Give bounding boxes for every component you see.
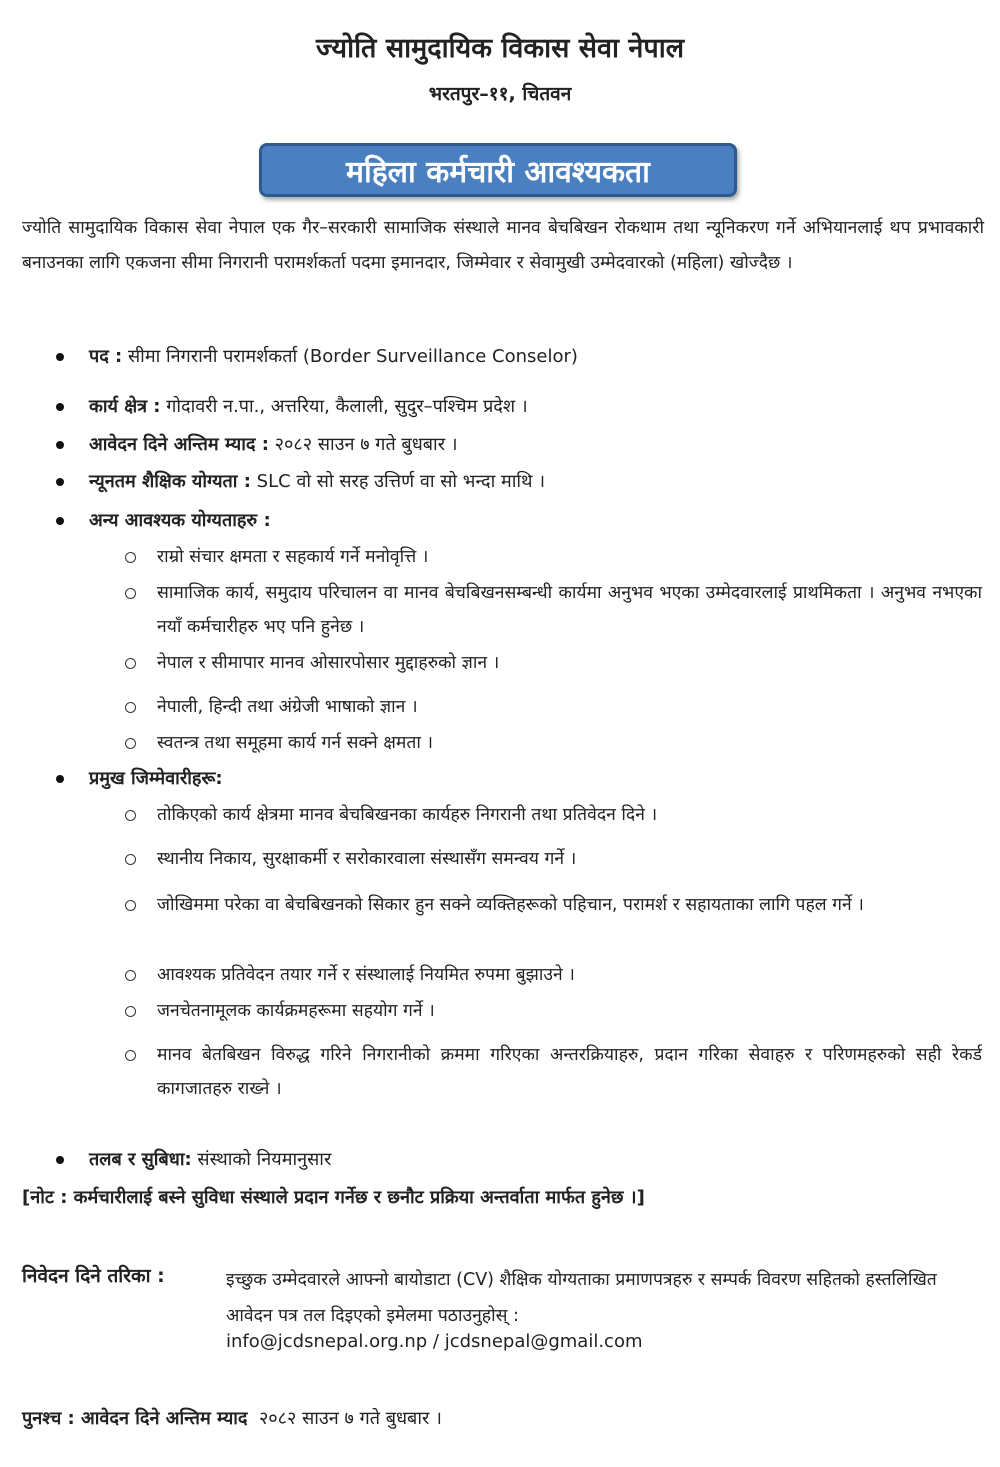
bullet-icon	[56, 353, 64, 361]
circle-bullet-icon	[125, 810, 136, 821]
application-label: निवेदन दिने तरिका :	[22, 1265, 165, 1287]
responsibility-item: तोकिएको कार्य क्षेत्रमा मानव बेचबिखनका कार्यहरु निगरानी तथा प्रतिवेदन दिने ।	[125, 798, 982, 832]
org-address: भरतपुर–११, चितवन	[428, 83, 572, 105]
detail-label: कार्य क्षेत्र :	[89, 396, 161, 417]
responsibility-item: जनचेतनामूलक कार्यक्रमहरूमा सहयोग गर्ने ।	[125, 994, 982, 1028]
circle-bullet-icon	[125, 588, 136, 599]
detail-position	[56, 344, 982, 370]
detail-label: आवेदन दिने अन्तिम म्याद :	[89, 434, 269, 455]
bullet-icon	[56, 775, 64, 783]
detail-work-area	[56, 394, 982, 420]
responsibility-item: जोखिममा परेका वा बेचबिखनको सिकार हुन सक्ने व्यक्तिहरूको पहिचान, परामर्श र सहायताका लागि पहल गर्ने ।	[125, 888, 982, 922]
qualification-item: नेपाली, हिन्दी तथा अंग्रेजी भाषाको ज्ञान ।	[125, 690, 982, 724]
circle-bullet-icon	[125, 552, 136, 563]
vacancy-banner: महिला कर्मचारी आवश्यकता	[259, 143, 737, 197]
circle-bullet-icon	[125, 738, 136, 749]
detail-value: सीमा निगरानी परामर्शकर्ता (Border Surveillance Conselor)	[127, 346, 578, 367]
qualification-item: स्वतन्त्र तथा समूहमा कार्य गर्न सक्ने क्षमता ।	[125, 726, 982, 760]
application-emails[interactable]: info@jcdsnepal.org.np / jcdsnepal@gmail.com	[226, 1331, 643, 1352]
responsibility-item: स्थानीय निकाय, सुरक्षाकर्मी र सरोकारवाला संस्थासँग समन्वय गर्ने ।	[125, 842, 982, 876]
postscript	[22, 1406, 442, 1430]
detail-label: न्यूनतम शैक्षिक योग्यता :	[89, 471, 251, 492]
circle-bullet-icon	[125, 1050, 136, 1061]
circle-bullet-icon	[125, 702, 136, 713]
responsibility-item: आवश्यक प्रतिवेदन तयार गर्ने र संस्थालाई नियमित रुपमा बुझाउने ।	[125, 958, 982, 992]
responsibility-item: मानव बेतबिखन विरुद्ध गरिने निगरानीको क्रममा गरिएका अन्तरक्रियाहरु, प्रदान गरिका सेवाहरु र परिणमहरुको सही रेकर्ड कागजातहरु राख्ने ।	[125, 1038, 982, 1106]
circle-bullet-icon	[125, 658, 136, 669]
circle-bullet-icon	[125, 1006, 136, 1017]
postscript-label: पुनश्च : आवेदन दिने अन्तिम म्याद	[22, 1408, 248, 1429]
circle-bullet-icon	[125, 854, 136, 865]
circle-bullet-icon	[125, 900, 136, 911]
detail-education	[56, 469, 982, 495]
detail-responsibilities	[56, 766, 982, 792]
org-name: ज्योति सामुदायिक विकास सेवा नेपाल	[315, 33, 685, 64]
bullet-icon	[56, 517, 64, 525]
detail-deadline	[56, 432, 982, 458]
detail-label: अन्य आवश्यक योग्यताहरु :	[89, 510, 271, 531]
intro-paragraph: ज्योति सामुदायिक विकास सेवा नेपाल एक गैर–सरकारी सामाजिक संस्थाले मानव बेचबिखन रोकथाम तथा न्यूनिकरण गर्ने अभियानलाई थप प्रभावकारी बनाउनका लागि एकजना सीमा निगरानी परामर्शकर्ता पदमा इमानदार, जिम्मेवार र सेवामुखी उम्मेदवारको (महिला) खोज्दैछ ।	[22, 218, 984, 273]
postscript-value: २०८२ साउन ७ गते बुधबार ।	[258, 1408, 442, 1429]
bullet-icon	[56, 478, 64, 486]
detail-value: २०८२ साउन ७ गते बुधबार ।	[274, 434, 458, 455]
detail-label: प्रमुख जिम्मेवारीहरू:	[89, 768, 223, 789]
bullet-icon	[56, 441, 64, 449]
qualification-item: नेपाल र सीमापार मानव ओसारपोसार मुद्दाहरुको ज्ञान ।	[125, 646, 982, 680]
detail-label: तलब र सुबिधा:	[89, 1149, 192, 1170]
detail-value: SLC वो सो सरह उत्तिर्ण वा सो भन्दा माथि ।	[256, 471, 546, 492]
note-text: [नोट : कर्मचारीलाई बस्ने सुविधा संस्थाले प्रदान गर्नेछ र छनौट प्रक्रिया अन्तर्वाता मार्फत हुनेछ ।]	[22, 1187, 645, 1208]
detail-value: संस्थाको नियमानुसार	[197, 1149, 332, 1170]
detail-label: पद :	[89, 346, 123, 367]
detail-other-qualifications	[56, 508, 982, 534]
qualification-item: राम्रो संचार क्षमता र सहकार्य गर्ने मनोवृत्ति ।	[125, 540, 982, 574]
detail-value: गोदावरी न.पा., अत्तरिया, कैलाली, सुदुर–पश्चिम प्रदेश ।	[166, 396, 528, 417]
application-text: इच्छुक उम्मेदवारले आफ्नो बायोडाटा (CV) शैक्षिक योग्यताका प्रमाणपत्रहरु र सम्पर्क विवरण सहितको हस्तलिखित आवेदन पत्र तल दिइएको इमेलमा पठाउनुहोस् :	[226, 1270, 937, 1326]
circle-bullet-icon	[125, 970, 136, 981]
detail-salary	[56, 1147, 982, 1173]
bullet-icon	[56, 403, 64, 411]
bullet-icon	[56, 1156, 64, 1164]
qualification-item: सामाजिक कार्य, समुदाय परिचालन वा मानव बेचबिखनसम्बन्धी कार्यमा अनुभव भएका उम्मेदवारलाई प्राथमिकता । अनुभव नभएका नयाँ कर्मचारीहरु भए पनि हुनेछ ।	[125, 576, 982, 644]
